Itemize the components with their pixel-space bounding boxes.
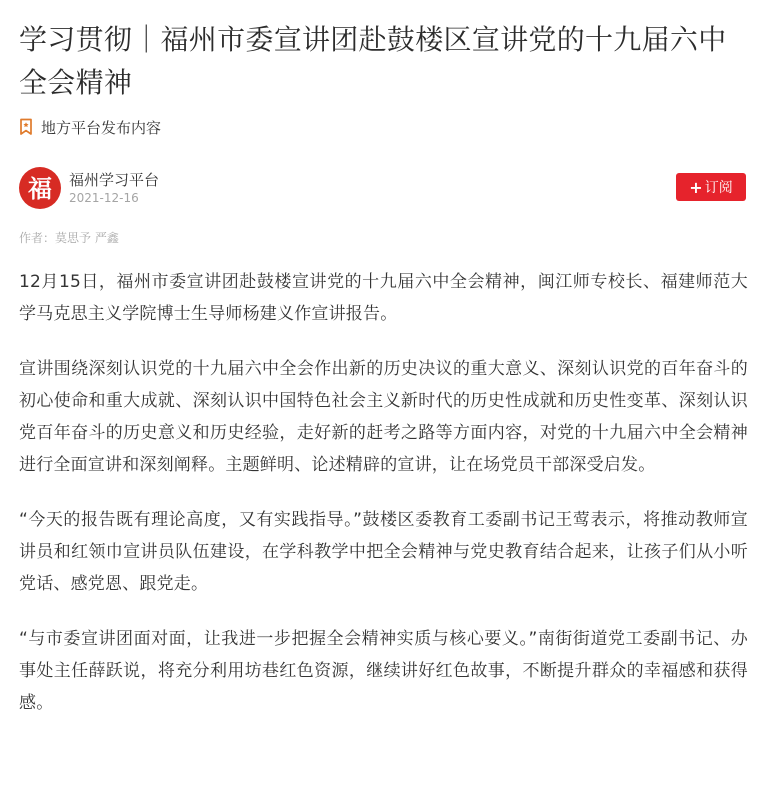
article-title: 学习贯彻｜福州市委宣讲团赴鼓楼区宣讲党的十九届六中全会精神 (19, 23, 727, 99)
avatar-text: 福 (28, 175, 52, 203)
subscribe-button[interactable] (676, 173, 746, 201)
article-paragraph-3: “今天的报告既有理论高度，又有实践指导。”鼓楼区委教育工委副书记王莺表示，将推动教师宣讲员和红领巾宣讲员队伍建设，在学科教学中把全会精神与党史教育结合起来，让孩子们从小听党话、感党恩、跟党走。 (19, 510, 748, 594)
publisher-row (19, 167, 748, 213)
bookmark-badge-icon (19, 118, 33, 136)
publisher-name[interactable]: 福州学习平台 (69, 171, 160, 189)
author-line: 作者：莫思予 严鑫 (19, 231, 119, 245)
source-line (19, 117, 748, 137)
source-label: 地方平台发布内容 (41, 118, 162, 137)
avatar[interactable] (19, 167, 61, 209)
article-paragraph-4: “与市委宣讲团面对面，让我进一步把握全会精神实质与核心要义。”南街街道党工委副书记、办事处主任薛跃说，将充分利用坊巷红色资源，继续讲好红色故事，不断提升群众的幸福感和获得感。 (19, 629, 748, 713)
plus-icon: + (689, 177, 703, 197)
publish-date: 2021-12-16 (69, 191, 139, 205)
article-paragraph-1: 12月15日，福州市委宣讲团赴鼓楼宣讲党的十九届六中全会精神，闽江师专校长、福建师范大学马克思主义学院博士生导师杨建义作宣讲报告。 (19, 272, 748, 324)
subscribe-label: 订阅 (704, 180, 733, 196)
article-body (19, 266, 748, 719)
article-paragraph-2: 宣讲围绕深刻认识党的十九届六中全会作出新的历史决议的重大意义、深刻认识党的百年奋斗的初心使命和重大成就、深刻认识中国特色社会主义新时代的历史性成就和历史性变革、深刻认识党百年奋斗的历史意义和历史经验，走好新的赶考之路等方面内容，对党的十九届六中全会精神进行全面宣讲和深刻阐释。主题鲜明、论述精辟的宣讲，让在场党员干部深受启发。 (19, 359, 748, 475)
